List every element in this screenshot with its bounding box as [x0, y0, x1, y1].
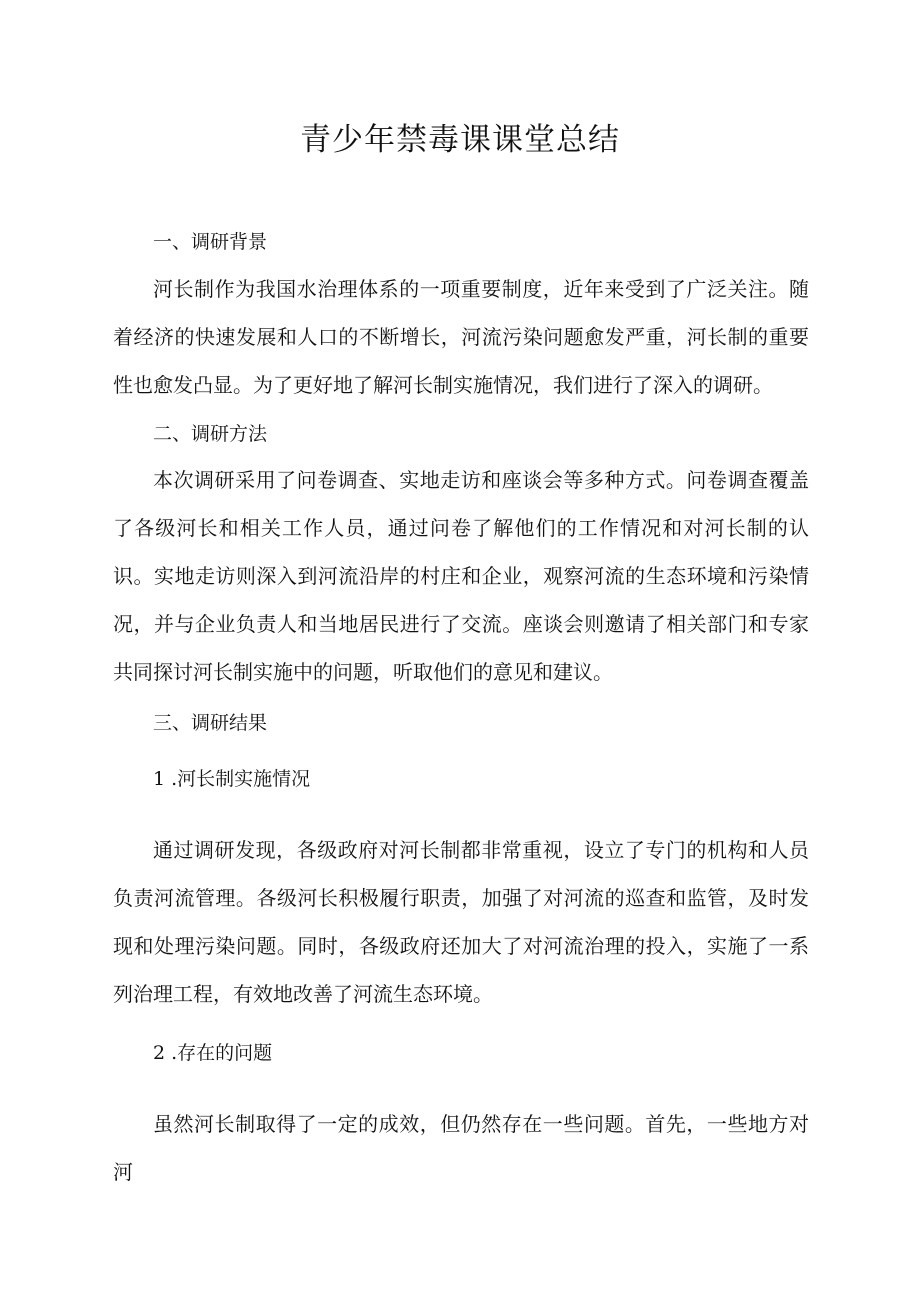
subsection-heading-implementation: 1 .河长制实施情况: [153, 768, 311, 790]
paragraph-problems: 虽然河长制取得了一定的成效，但仍然存在一些问题。首先，一些地方对河: [113, 1112, 809, 1184]
subsection-heading-problems: 2 .存在的问题: [153, 1042, 273, 1064]
section-heading-background: 一、调研背景: [153, 231, 268, 253]
section-heading-method: 二、调研方法: [153, 423, 268, 445]
paragraph-method: 本次调研采用了问卷调查、实地走访和座谈会等多种方式。问卷调查覆盖了各级河长和相关工作人员，通过问卷了解他们的工作情况和对河长制的认识。实地走访则深入到河流沿岸的村庄和企业，观察河流的生态环境和污染情况，并与企业负责人和当地居民进行了交流。座谈会则邀请了相关部门和专家共同探讨河长制实施中的问题，听取他们的意见和建议。: [113, 468, 809, 684]
paragraph-implementation: 通过调研发现，各级政府对河长制都非常重视，设立了专门的机构和人员负责河流管理。各级河长积极履行职责，加强了对河流的巡查和监管，及时发现和处理污染问题。同时，各级政府还加大了对河流治理的投入，实施了一系列治理工程，有效地改善了河流生态环境。: [113, 838, 809, 1006]
document-title: 青少年禁毒课课堂总结: [300, 122, 620, 158]
paragraph-background: 河长制作为我国水治理体系的一项重要制度，近年来受到了广泛关注。随着经济的快速发展和人口的不断增长，河流污染问题愈发严重，河长制的重要性也愈发凸显。为了更好地了解河长制实施情况，我们进行了深入的调研。: [113, 277, 809, 397]
section-heading-results: 三、调研结果: [153, 712, 268, 734]
